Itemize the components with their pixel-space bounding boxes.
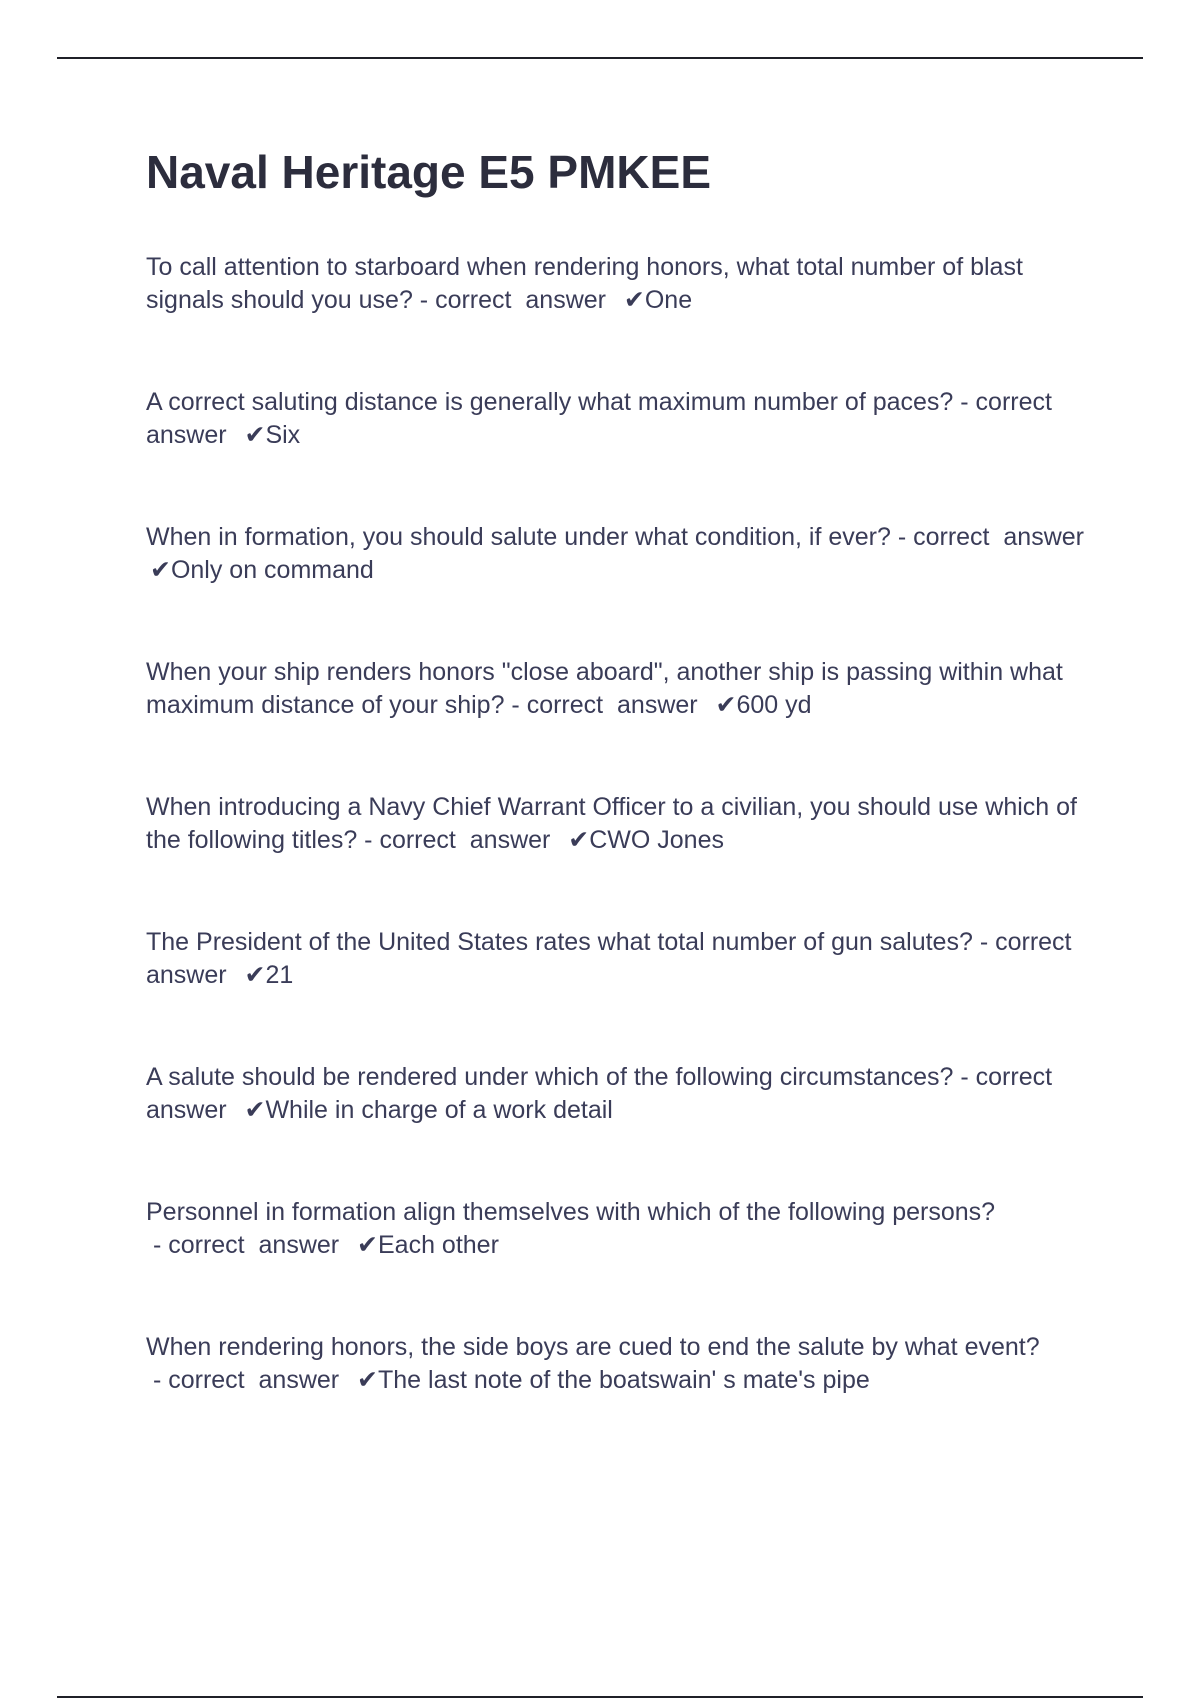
qa-separator: - [504,691,527,719]
question-text: Personnel in formation align themselves with which of the following persons? [146,1198,996,1226]
answer-text: While in charge of a work detail [265,1096,613,1124]
qa-separator: - [146,1231,169,1259]
checkmark-icon: ✔ [357,1366,378,1394]
qa-separator: - [953,1063,976,1091]
correct-label: correct [379,826,456,854]
qa-separator: - [412,286,436,314]
question-text: When your ship renders honors "close aboard", another ship is passing within what maximum distance of your ship? [146,658,1063,719]
correct-label: correct [526,691,604,719]
qa-separator: - [972,928,996,956]
qa-item [146,656,1096,791]
correct-label: correct [995,928,1072,956]
checkmark-icon: ✔ [244,1096,266,1124]
answer-text: Only on command [170,556,374,584]
qa-list [146,251,1096,1466]
answer-text: 600 yd [736,691,812,719]
question-text: When introducing a Navy Chief Warrant Officer to a civilian, you should use which of the following titles? [146,793,1077,854]
answer-label: answer [617,691,698,719]
qa-item [146,1331,1096,1466]
qa-separator: - [357,826,380,854]
answer-text: Six [265,421,301,449]
qa-separator: - [146,1366,169,1394]
question-text: A salute should be rendered under which of the following circumstances? [146,1063,954,1091]
answer-label: answer [525,286,606,314]
answer-text: CWO Jones [589,826,724,854]
qa-separator: - [890,523,914,551]
qa-item [146,1196,1096,1331]
qa-item [146,386,1096,521]
top-divider [57,57,1143,59]
page-title: Naval Heritage E5 PMKEE [146,146,712,198]
correct-label: correct [913,523,990,551]
correct-label: correct [975,388,1052,416]
qa-item [146,521,1096,656]
qa-separator: - [953,388,976,416]
question-text: A correct saluting distance is generally what maximum number of paces? [146,388,954,416]
bottom-divider [57,1696,1143,1698]
answer-text: The last note of the boatswain' s mate's pipe [377,1366,870,1394]
correct-label: correct [435,286,512,314]
question-text: When rendering honors, the side boys are cued to end the salute by what event? [146,1333,1040,1361]
qa-item [146,1061,1096,1196]
answer-label: answer [258,1366,340,1394]
qa-item [146,791,1096,926]
answer-label: answer [1003,523,1084,551]
answer-label: answer [469,826,551,854]
checkmark-icon: ✔ [357,1231,378,1259]
qa-item [146,251,1096,386]
checkmark-icon: ✔ [715,691,737,719]
checkmark-icon: ✔ [623,286,645,314]
answer-label: answer [146,961,227,989]
checkmark-icon: ✔ [244,421,266,449]
checkmark-icon: ✔ [150,556,171,584]
question-text: To call attention to starboard when rendering honors, what total number of blast signals should you use? [146,253,1023,314]
correct-label: correct [975,1063,1053,1091]
answer-label: answer [258,1231,340,1259]
answer-label: answer [146,421,227,449]
checkmark-icon: ✔ [244,961,266,989]
correct-label: correct [168,1231,245,1259]
question-text: The President of the United States rates what total number of gun salutes? [146,928,973,956]
question-text: When in formation, you should salute under what condition, if ever? [146,523,891,551]
correct-label: correct [168,1366,245,1394]
answer-text: 21 [265,961,294,989]
answer-text: Each other [377,1231,499,1259]
answer-text: One [644,286,693,314]
answer-label: answer [146,1096,227,1124]
checkmark-icon: ✔ [568,826,590,854]
qa-item [146,926,1096,1061]
